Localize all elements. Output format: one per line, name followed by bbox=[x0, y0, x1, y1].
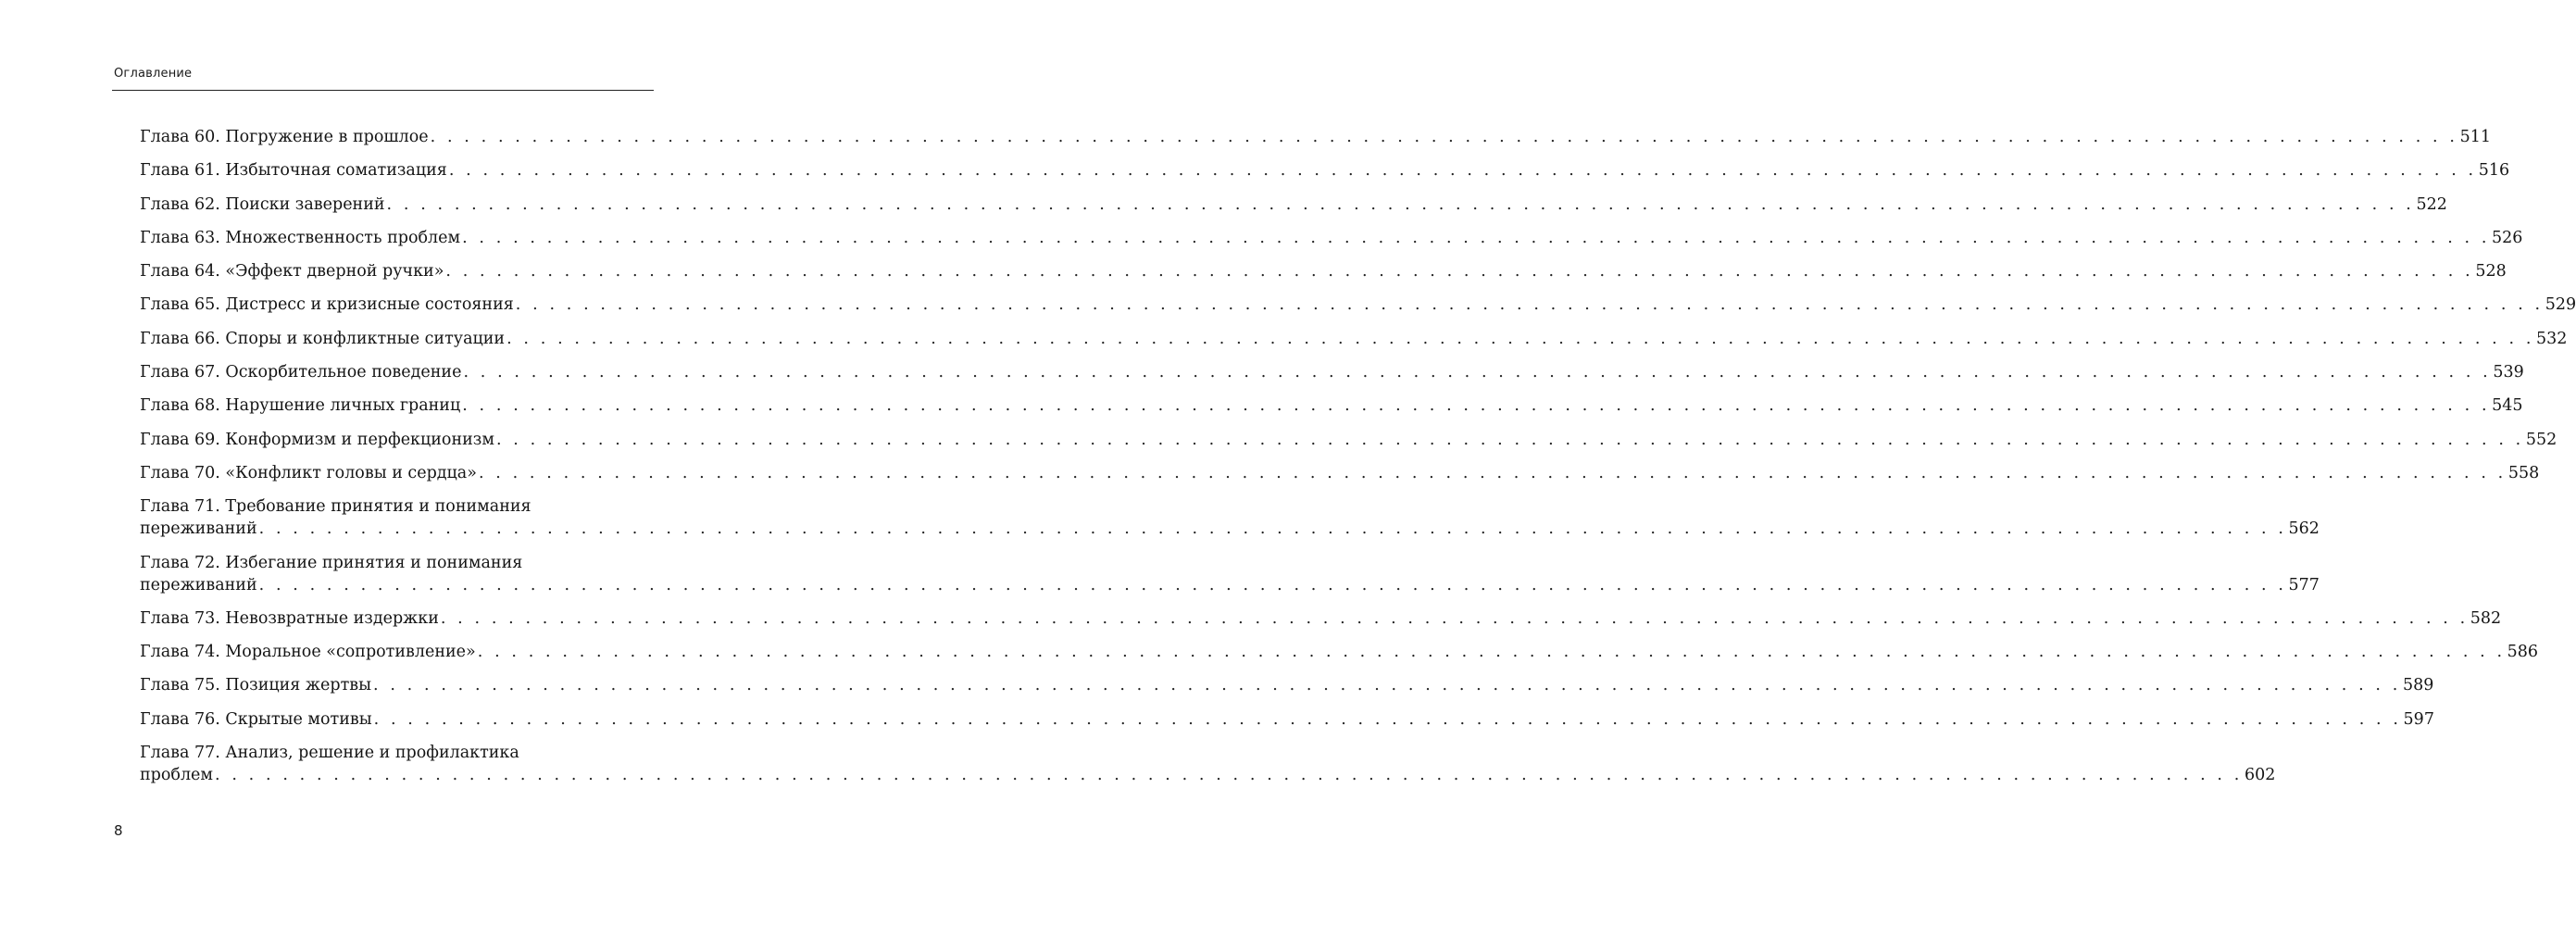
toc-entry-title: Глава 64. «Эффект дверной ручки» bbox=[140, 262, 444, 282]
toc-entry-title: Глава 69. Конформизм и перфекционизм bbox=[140, 430, 494, 449]
toc-page-number: 552 bbox=[2525, 430, 2557, 449]
toc-page-number: 522 bbox=[2416, 194, 2447, 214]
toc-dot-leader: . . . . . . . . . . . . . . . . . . . . . . . . . . . . . . . . . . . . . . . . . . . . . . . . . . . . . . . . . . . . . . . . . . . . . . . . . . . . . . . . . . . . . . . . . . . . . . . . . . . . . . . . . . . . . . . . . . . . . . . . bbox=[440, 608, 2469, 628]
toc-entry bbox=[140, 641, 2539, 663]
toc-entry-line bbox=[140, 429, 2557, 451]
toc-entry bbox=[140, 126, 2491, 148]
toc-page-number: 511 bbox=[2459, 128, 2491, 146]
toc-entry-line bbox=[140, 361, 2524, 383]
toc-dot-leader: . . . . . . . . . . . . . . . . . . . . . . . . . . . . . . . . . . . . . . . . . . . . . . . . . . . . . . . . . . . . . . . . . . . . . . . . . . . . . . . . . . . . . . . . . . . . . . . . . . . . . . . . . . . . . . . . . . . . . . . . bbox=[448, 161, 2477, 181]
toc-page-number: 597 bbox=[2403, 709, 2434, 729]
toc-entry bbox=[140, 495, 2320, 540]
toc-entry-line bbox=[140, 742, 654, 764]
toc-entry-title: Глава 61. Избыточная соматизация bbox=[140, 161, 447, 181]
toc-entry-title: Глава 72. Избегание принятия и понимания bbox=[140, 553, 523, 572]
toc-entry bbox=[140, 429, 2557, 451]
toc-page-number: 526 bbox=[2492, 228, 2523, 247]
toc-dot-leader: . . . . . . . . . . . . . . . . . . . . . . . . . . . . . . . . . . . . . . . . . . . . . . . . . . . . . . . . . . . . . . . . . . . . . . . . . . . . . . . . . . . . . . . . . . . . . . . . . . . . . . . . . . . . . . . . . . . . . . . . bbox=[463, 363, 2492, 382]
toc-dot-leader: . . . . . . . . . . . . . . . . . . . . . . . . . . . . . . . . . . . . . . . . . . . . . . . . . . . . . . . . . . . . . . . . . . . . . . . . . . . . . . . . . . . . . . . . . . . . . . . . . . . . . . . . . . . . . . . . . . . . . . . . bbox=[258, 575, 2287, 594]
page-number: 8 bbox=[114, 822, 123, 839]
toc-entry-title: Глава 76. Скрытые мотивы bbox=[140, 709, 372, 729]
toc-entry-title: Глава 60. Погружение в прошлое bbox=[140, 128, 429, 146]
toc-entry-line bbox=[140, 294, 2576, 316]
toc-dot-leader: . . . . . . . . . . . . . . . . . . . . . . . . . . . . . . . . . . . . . . . . . . . . . . . . . . . . . . . . . . . . . . . . . . . . . . . . . . . . . . . . . . . . . . . . . . . . . . . . . . . . . . . . . . . . . . . . . . . . . . . . bbox=[506, 329, 2534, 348]
toc-entry-line bbox=[140, 159, 2510, 181]
toc-entry bbox=[140, 552, 2320, 596]
toc-page-number: 539 bbox=[2493, 363, 2524, 382]
toc-entry-title: Глава 68. Нарушение личных границ bbox=[140, 396, 461, 416]
toc-page-number: 589 bbox=[2402, 676, 2434, 695]
toc-dot-leader: . . . . . . . . . . . . . . . . . . . . . . . . . . . . . . . . . . . . . . . . . . . . . . . . . . . . . . . . . . . . . . . . . . . . . . . . . . . . . . . . . . . . . . . . . . . . . . . . . . . . . . . . . . . . . . . . . . . . . . . . bbox=[373, 709, 2402, 729]
toc-entry-title: Глава 63. Множественность проблем bbox=[140, 228, 461, 247]
toc-page-number: 582 bbox=[2470, 608, 2502, 628]
toc-entry-line bbox=[140, 260, 2507, 282]
toc-entry-line bbox=[140, 674, 2434, 696]
toc-entry bbox=[140, 194, 2447, 216]
toc-dot-leader: . . . . . . . . . . . . . . . . . . . . . . . . . . . . . . . . . . . . . . . . . . . . . . . . . . . . . . . . . . . . . . . . . . . . . . . . . . . . . . . . . . . . . . . . . . . . . . . . . . . . . . . . . . . . . . . . . . . . . . . . bbox=[462, 228, 2491, 247]
toc-entry-line bbox=[140, 394, 2523, 417]
toc-entry-line bbox=[140, 518, 2320, 540]
toc-entry bbox=[140, 708, 2434, 731]
toc-entry-title: Глава 65. Дистресс и кризисные состояния bbox=[140, 295, 514, 315]
toc-entry-title: Глава 74. Моральное «сопротивление» bbox=[140, 643, 476, 662]
toc-entry-line bbox=[140, 227, 2523, 249]
toc-entry-title: переживаний bbox=[140, 575, 257, 594]
toc-entry-title: Глава 71. Требование принятия и понимания bbox=[140, 497, 531, 517]
toc-entry-line bbox=[140, 462, 2540, 484]
toc-entry bbox=[140, 159, 2510, 181]
toc-dot-leader: . . . . . . . . . . . . . . . . . . . . . . . . . . . . . . . . . . . . . . . . . . . . . . . . . . . . . . . . . . . . . . . . . . . . . . . . . . . . . . . . . . . . . . . . . . . . . . . . . . . . . . . . . . . . . . . . . . . . . . . . bbox=[495, 430, 2524, 449]
toc-entry bbox=[140, 294, 2576, 316]
toc-entry-title: Глава 75. Позиция жертвы bbox=[140, 676, 372, 695]
toc-dot-leader: . . . . . . . . . . . . . . . . . . . . . . . . . . . . . . . . . . . . . . . . . . . . . . . . . . . . . . . . . . . . . . . . . . . . . . . . . . . . . . . . . . . . . . . . . . . . . . . . . . . . . . . . . . . . . . . . . . . . . . . . bbox=[515, 295, 2544, 315]
toc-dot-leader: . . . . . . . . . . . . . . . . . . . . . . . . . . . . . . . . . . . . . . . . . . . . . . . . . . . . . . . . . . . . . . . . . . . . . . . . . . . . . . . . . . . . . . . . . . . . . . . . . . . . . . . . . . . . . . . . . . . . . . . . bbox=[462, 396, 2491, 416]
toc-page-number: 558 bbox=[2507, 463, 2540, 482]
toc-entry-title: Глава 62. Поиски заверений bbox=[140, 194, 385, 214]
toc-page-number: 586 bbox=[2507, 643, 2539, 662]
toc-entry bbox=[140, 607, 2502, 630]
table-of-contents bbox=[140, 126, 2576, 797]
toc-page-number: 516 bbox=[2478, 161, 2510, 181]
toc-entry-title: Глава 70. «Конфликт головы и сердца» bbox=[140, 463, 477, 482]
toc-page-number: 577 bbox=[2288, 575, 2320, 594]
toc-entry-line bbox=[140, 328, 2568, 350]
running-head-title: Оглавление bbox=[114, 67, 193, 81]
toc-entry-title: Глава 66. Споры и конфликтные ситуации bbox=[140, 329, 506, 348]
toc-entry bbox=[140, 361, 2524, 383]
header-rule bbox=[112, 90, 654, 91]
toc-dot-leader: . . . . . . . . . . . . . . . . . . . . . . . . . . . . . . . . . . . . . . . . . . . . . . . . . . . . . . . . . . . . . . . . . . . . . . . . . . . . . . . . . . . . . . . . . . . . . . . . . . . . . . . . . . . . . . . . . . . . . . . . bbox=[373, 676, 2401, 695]
toc-page-number: 602 bbox=[2244, 766, 2276, 785]
toc-dot-leader: . . . . . . . . . . . . . . . . . . . . . . . . . . . . . . . . . . . . . . . . . . . . . . . . . . . . . . . . . . . . . . . . . . . . . . . . . . . . . . . . . . . . . . . . . . . . . . . . . . . . . . . . . . . . . . . . . . . . . . . . bbox=[445, 262, 2474, 282]
toc-dot-leader: . . . . . . . . . . . . . . . . . . . . . . . . . . . . . . . . . . . . . . . . . . . . . . . . . . . . . . . . . . . . . . . . . . . . . . . . . . . . . . . . . . . . . . . . . . . . . . . . . . . . . . . . . . . . . . . . . . . . . . . . bbox=[386, 194, 2415, 214]
toc-entry-line bbox=[140, 764, 2276, 786]
toc-entry bbox=[140, 742, 2276, 786]
toc-entry bbox=[140, 674, 2434, 696]
toc-entry-line bbox=[140, 194, 2447, 216]
toc-entry-line bbox=[140, 126, 2491, 148]
toc-entry-line bbox=[140, 708, 2434, 731]
toc-page-number: 528 bbox=[2475, 262, 2507, 282]
toc-entry-line bbox=[140, 552, 654, 574]
toc-entry-title: переживаний bbox=[140, 519, 257, 539]
toc-page-number: 532 bbox=[2536, 329, 2568, 348]
toc-entry bbox=[140, 394, 2523, 417]
toc-entry-title: Глава 77. Анализ, решение и профилактика bbox=[140, 744, 519, 763]
toc-entry-title: Глава 67. Оскорбительное поведение bbox=[140, 363, 462, 382]
toc-dot-leader: . . . . . . . . . . . . . . . . . . . . . . . . . . . . . . . . . . . . . . . . . . . . . . . . . . . . . . . . . . . . . . . . . . . . . . . . . . . . . . . . . . . . . . . . . . . . . . . . . . . . . . . . . . . . . . . . . . . . . . . . bbox=[215, 766, 2243, 785]
toc-dot-leader: . . . . . . . . . . . . . . . . . . . . . . . . . . . . . . . . . . . . . . . . . . . . . . . . . . . . . . . . . . . . . . . . . . . . . . . . . . . . . . . . . . . . . . . . . . . . . . . . . . . . . . . . . . . . . . . . . . . . . . . . bbox=[258, 519, 2287, 539]
toc-dot-leader: . . . . . . . . . . . . . . . . . . . . . . . . . . . . . . . . . . . . . . . . . . . . . . . . . . . . . . . . . . . . . . . . . . . . . . . . . . . . . . . . . . . . . . . . . . . . . . . . . . . . . . . . . . . . . . . . . . . . . . . . bbox=[430, 128, 2458, 146]
toc-entry bbox=[140, 227, 2523, 249]
toc-entry-line bbox=[140, 495, 654, 518]
toc-entry bbox=[140, 462, 2540, 484]
toc-page-number: 562 bbox=[2288, 519, 2320, 539]
toc-entry-line bbox=[140, 607, 2502, 630]
toc-entry-title: Глава 73. Невозвратные издержки bbox=[140, 608, 439, 628]
toc-dot-leader: . . . . . . . . . . . . . . . . . . . . . . . . . . . . . . . . . . . . . . . . . . . . . . . . . . . . . . . . . . . . . . . . . . . . . . . . . . . . . . . . . . . . . . . . . . . . . . . . . . . . . . . . . . . . . . . . . . . . . . . . bbox=[478, 463, 2507, 482]
toc-entry bbox=[140, 328, 2568, 350]
toc-page-number: 545 bbox=[2492, 396, 2523, 416]
toc-entry-title: проблем bbox=[140, 766, 214, 785]
toc-entry-line bbox=[140, 574, 2320, 596]
toc-entry-line bbox=[140, 641, 2539, 663]
toc-dot-leader: . . . . . . . . . . . . . . . . . . . . . . . . . . . . . . . . . . . . . . . . . . . . . . . . . . . . . . . . . . . . . . . . . . . . . . . . . . . . . . . . . . . . . . . . . . . . . . . . . . . . . . . . . . . . . . . . . . . . . . . . bbox=[477, 643, 2506, 662]
toc-page-number: 529 bbox=[2545, 295, 2576, 315]
toc-entry bbox=[140, 260, 2507, 282]
